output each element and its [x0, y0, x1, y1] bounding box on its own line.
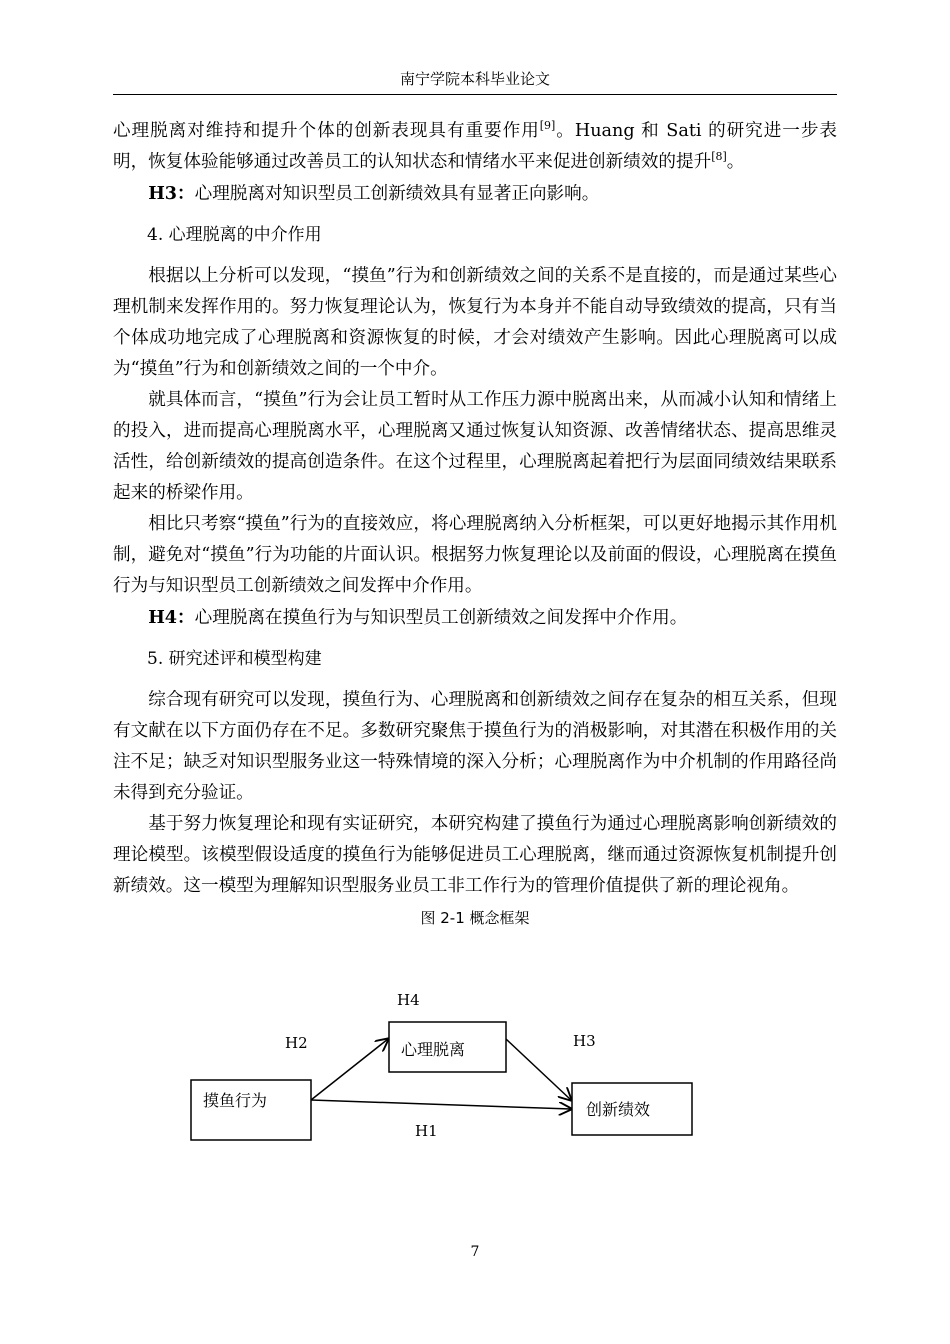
- paragraph: 综合现有研究可以发现，摸鱼行为、心理脱离和创新绩效之间存在复杂的相互关系，但现有文献在以下方面仍存在不足。多数研究聚焦于摸鱼行为的消极影响，对其潜在积极作用的关注不足；缺乏对知识型服务业这一特殊情境的深入分析；心理脱离作为中介机制的作用路径尚未得到充分验证。: [113, 690, 837, 803]
- hypothesis-text: 心理脱离对知识型员工创新绩效具有显著正向影响。: [194, 184, 600, 204]
- paragraph: 根据以上分析可以发现，“摸鱼”行为和创新绩效之间的关系不是直接的，而是通过某些心理机制来发挥作用的。努力恢复理论认为，恢复行为本身并不能自动导致绩效的提高，只有当个体成功地完成了心理脱离和资源恢复的时候，才会对绩效产生影响。因此心理脱离可以成为“摸鱼”行为和创新绩效之间的一个中介。: [113, 266, 837, 379]
- hypothesis-label: H3：: [148, 183, 195, 204]
- text-run: 心理脱离对维持和提升个体的创新表现具有重要作用: [113, 121, 540, 141]
- hypothesis-h3: [113, 178, 837, 210]
- citation: [8]: [711, 150, 727, 164]
- paragraph: 就具体而言，“摸鱼”行为会让员工暂时从工作压力源中脱离出来，从而减小认知和情绪上的投入，进而提高心理脱离水平，心理脱离又通过恢复认知资源、改善情绪状态、提高思维灵活性，给创新绩效的提高创造条件。在这个过程里，心理脱离起着把行为层面同绩效结果联系起来的桥梁作用。: [113, 390, 837, 503]
- hypothesis-h4: [113, 602, 837, 634]
- hypothesis-label: H4：: [148, 607, 195, 628]
- label-h1: H1: [415, 1122, 438, 1140]
- paragraph-continuation: [113, 116, 837, 178]
- box-label-moyu: 摸鱼行为: [203, 1091, 268, 1110]
- text-run: 。Huang 和 Sati 的研究进一步表明，恢复体验能够通过改善员工的认知状态和情绪水平来促进创新绩效的提升: [113, 121, 837, 172]
- text-run: 。: [726, 152, 745, 172]
- label-h2: H2: [285, 1034, 308, 1052]
- box-label-innovation: 创新绩效: [586, 1100, 651, 1119]
- citation: [9]: [539, 119, 556, 133]
- box-label-detachment: 心理脱离: [401, 1040, 466, 1059]
- arrow-h3: [506, 1039, 571, 1100]
- page-body: [113, 116, 837, 928]
- section-heading-4: 4. 心理脱离的中介作用: [147, 225, 322, 245]
- arrow-h1: [311, 1100, 571, 1109]
- box-moyu-behavior: [191, 1080, 311, 1140]
- label-h4: H4: [397, 991, 420, 1009]
- page-number: 7: [470, 1244, 480, 1260]
- header-title: 南宁学院本科毕业论文: [399, 70, 550, 88]
- hypothesis-text: 心理脱离在摸鱼行为与知识型员工创新绩效之间发挥中介作用。: [194, 608, 688, 628]
- figure-caption: 图 2-1 概念框架: [420, 909, 530, 927]
- section-heading-5: 5. 研究述评和模型构建: [147, 649, 322, 669]
- paragraph: 基于努力恢复理论和现有实证研究，本研究构建了摸鱼行为通过心理脱离影响创新绩效的理论模型。该模型假设适度的摸鱼行为能够促进员工心理脱离，继而通过资源恢复机制提升创新绩效。这一模型为理解知识型服务业员工非工作行为的管理价值提供了新的理论视角。: [113, 814, 837, 896]
- label-h3: H3: [573, 1032, 596, 1050]
- arrow-h2: [311, 1039, 388, 1100]
- concept-framework-diagram: [150, 975, 800, 1165]
- running-header: [113, 64, 837, 95]
- diagram-svg: [150, 975, 800, 1165]
- paragraph: 相比只考察“摸鱼”行为的直接效应，将心理脱离纳入分析框架，可以更好地揭示其作用机制，避免对“摸鱼”行为功能的片面认识。根据努力恢复理论以及前面的假设，心理脱离在摸鱼行为与知识型员工创新绩效之间发挥中介作用。: [113, 514, 837, 596]
